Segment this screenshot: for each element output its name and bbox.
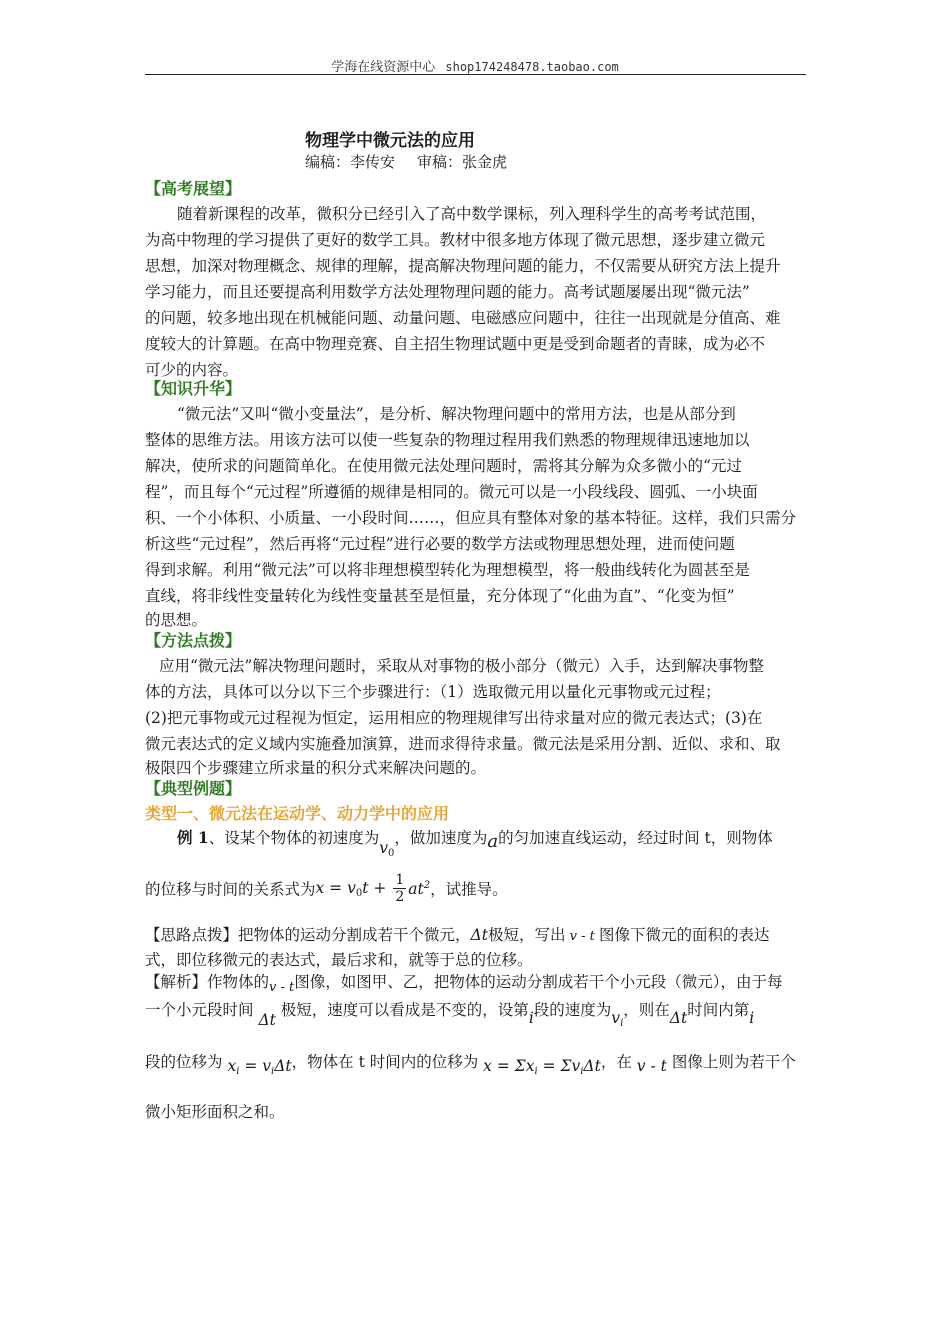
paragraph-line: 的思想。 [145, 611, 208, 629]
solution-text: 时间内第 [687, 1001, 750, 1019]
solution-text: 图像上则为若干个 [671, 1053, 796, 1071]
solution-line4: 微小矩形面积之和。 [145, 1103, 285, 1121]
formula-dt: Δt [470, 926, 488, 944]
formula-vi: vi [611, 1009, 624, 1029]
paragraph-line: 整体的思维方法。用该方法可以使一些复杂的物理过程用我们熟悉的物理规律迅速地加以 [145, 431, 750, 449]
paragraph-line: 直线，将非线性变量转化为线性变量甚至是恒量，充分体现了“化曲为直”、“化变为恒” [145, 587, 735, 605]
solution-text: ，则在 [623, 1001, 670, 1019]
paragraph-line: 为高中物理的学习提供了更好的数学工具。教材中很多地方体现了微元思想，逐步建立微元 [145, 231, 766, 249]
paragraph-line: 应用“微元法”解决物理问题时，采取从对事物的极小部分（微元）入手，达到解决事物整 [159, 657, 764, 675]
solution-line3 [145, 1050, 806, 1080]
example-text: ，试推导。 [430, 880, 508, 899]
header-shop: shop174248478.taobao.com [445, 60, 619, 74]
example-text: 、设某个物体的初速度为 [208, 829, 380, 847]
hint-text: 图像下微元的面积的表达 [598, 926, 770, 944]
paragraph-line: (2)把元事物或元过程视为恒定，运用相应的物理规律写出待求量对应的微元表达式；(3)在 [145, 709, 763, 727]
hint-heading: 【思路点拨】 [145, 926, 239, 944]
solution-line1 [145, 970, 806, 995]
paragraph-line: 度较大的计算题。在高中物理竞赛、自主招生物理试题中更是受到命题者的青睐，成为必不 [145, 335, 766, 353]
formula-half: $\frac{1}{2}$ [395, 872, 405, 905]
paragraph-line: 的问题，较多地出现在机械能问题、动量问题、电磁感应问题中，往往一出现就是分值高、难 [145, 309, 781, 327]
solution-text: 一个小元段时间 [145, 1001, 254, 1019]
example-label: 例 1 [177, 828, 209, 847]
paragraph-line: 微元表达式的定义域内实施叠加演算，进而求得待求量。微元法是采用分割、近似、求和、取 [145, 735, 781, 753]
paragraph-line: 可少的内容。 [145, 361, 239, 379]
formula-at2: $at^2$ [408, 879, 431, 898]
doc-title: 物理学中微元法的应用 [305, 131, 475, 151]
paragraph-line: 学习能力，而且还要提高利用数学方法处理物理问题的能力。高考试题屡屡出现“微元法” [145, 283, 750, 301]
hint-line1 [145, 923, 806, 945]
formula-vt: v - t [269, 980, 295, 995]
page-header [145, 56, 805, 75]
doc-byline [305, 151, 507, 172]
paragraph-line: 解决，使所求的问题简单化。在使用微元法处理问题时，需将其分解为众多微小的“元过 [145, 457, 742, 475]
solution-line2 [145, 998, 806, 1032]
header-site: 学海在线资源中心 [331, 60, 436, 75]
formula-vt: v - t [631, 1057, 672, 1075]
paragraph-line: 程”，而且每个“元过程”所遵循的规律是相同的。微元可以是一小段线段、圆弧、一小块面 [145, 483, 758, 501]
solution-heading: 【解析】 [145, 973, 208, 991]
formula-dt: Δt [669, 1009, 688, 1027]
formula-a: a [487, 831, 499, 852]
example-text: 的位移与时间的关系式为 [145, 880, 316, 899]
formula-i: i [528, 1009, 534, 1027]
section-heading-outlook: 【高考展望】 [145, 179, 242, 198]
reviewer: 审稿：张金虎 [417, 153, 508, 171]
paragraph-line: 极限四个步骤建立所求量的积分式来解决问题的。 [145, 759, 487, 777]
example1-line2 [145, 872, 806, 922]
paragraph-line: 积、一个小体积、小质量、一小段时间……，但应具有整体对象的基本特征。这样，我们只需分 [145, 509, 797, 527]
example1-line1 [145, 826, 838, 859]
formula-sum: x = Σxi = ΣviΔt [478, 1057, 601, 1077]
paragraph-line: 得到求解。利用“微元法”可以将非理想模型转化为理想模型，将一般曲线转化为圆甚至是 [145, 561, 750, 579]
hint-text: 把物体的运动分割成若干个微元， [238, 926, 471, 944]
editor: 编稿：李传安 [305, 153, 396, 171]
example-text: ，做加速度为 [394, 829, 488, 847]
paragraph-line: 析这些“元过程”，然后再将“元过程”进行必要的数学方法或物理思想处理，进而使问题 [145, 535, 735, 553]
formula-dt: Δt [253, 1011, 281, 1029]
solution-text: 图像，如图甲、乙，把物体的运动分割成若干个小元段（微元），由于每 [294, 973, 783, 991]
section-heading-method: 【方法点拨】 [145, 631, 242, 650]
header-rule [145, 74, 806, 75]
subheading-type1: 类型一、微元法在运动学、动力学中的应用 [145, 804, 450, 823]
solution-text: 段的位移为 [145, 1053, 223, 1071]
formula-i: i [749, 1009, 755, 1027]
section-heading-examples: 【典型例题】 [145, 779, 242, 798]
formula-displacement: x = v0t + [315, 878, 392, 899]
paragraph-line: “微元法”又叫“微小变量法”，是分析、解决物理问题中的常用方法，也是从部分到 [177, 405, 736, 423]
formula-vt: v - t [565, 929, 599, 944]
paragraph-line: 体的方法，具体可以分以下三个步骤进行：（1）选取微元用以量化元事物或元过程； [145, 683, 721, 701]
formula-xi: xi = viΔt [222, 1057, 292, 1077]
hint-line2: 式，即位移微元的表达式，最后求和，就等于总的位移。 [145, 951, 533, 969]
paragraph-line: 随着新课程的改革，微积分已经引入了高中数学课标，列入理科学生的高考考试范围， [177, 205, 767, 223]
paragraph-line: 思想，加深对物理概念、规律的理解，提高解决物理问题的能力，不仅需要从研究方法上提升 [145, 257, 781, 275]
hint-text: 极短，写出 [487, 926, 566, 944]
solution-text: ，物体在 t 时间内的位移为 [291, 1053, 479, 1071]
section-heading-knowledge: 【知识升华】 [145, 379, 242, 398]
formula-v0: v0 [379, 839, 395, 859]
solution-text: 极短，速度可以看成是不变的，设第 [280, 1001, 529, 1019]
solution-text: 作物体的 [207, 973, 270, 991]
solution-text: 段的速度为 [533, 1001, 612, 1019]
solution-text: ，在 [600, 1053, 632, 1071]
example-text: 的匀加速直线运动，经过时间 t，则物体 [498, 829, 773, 847]
